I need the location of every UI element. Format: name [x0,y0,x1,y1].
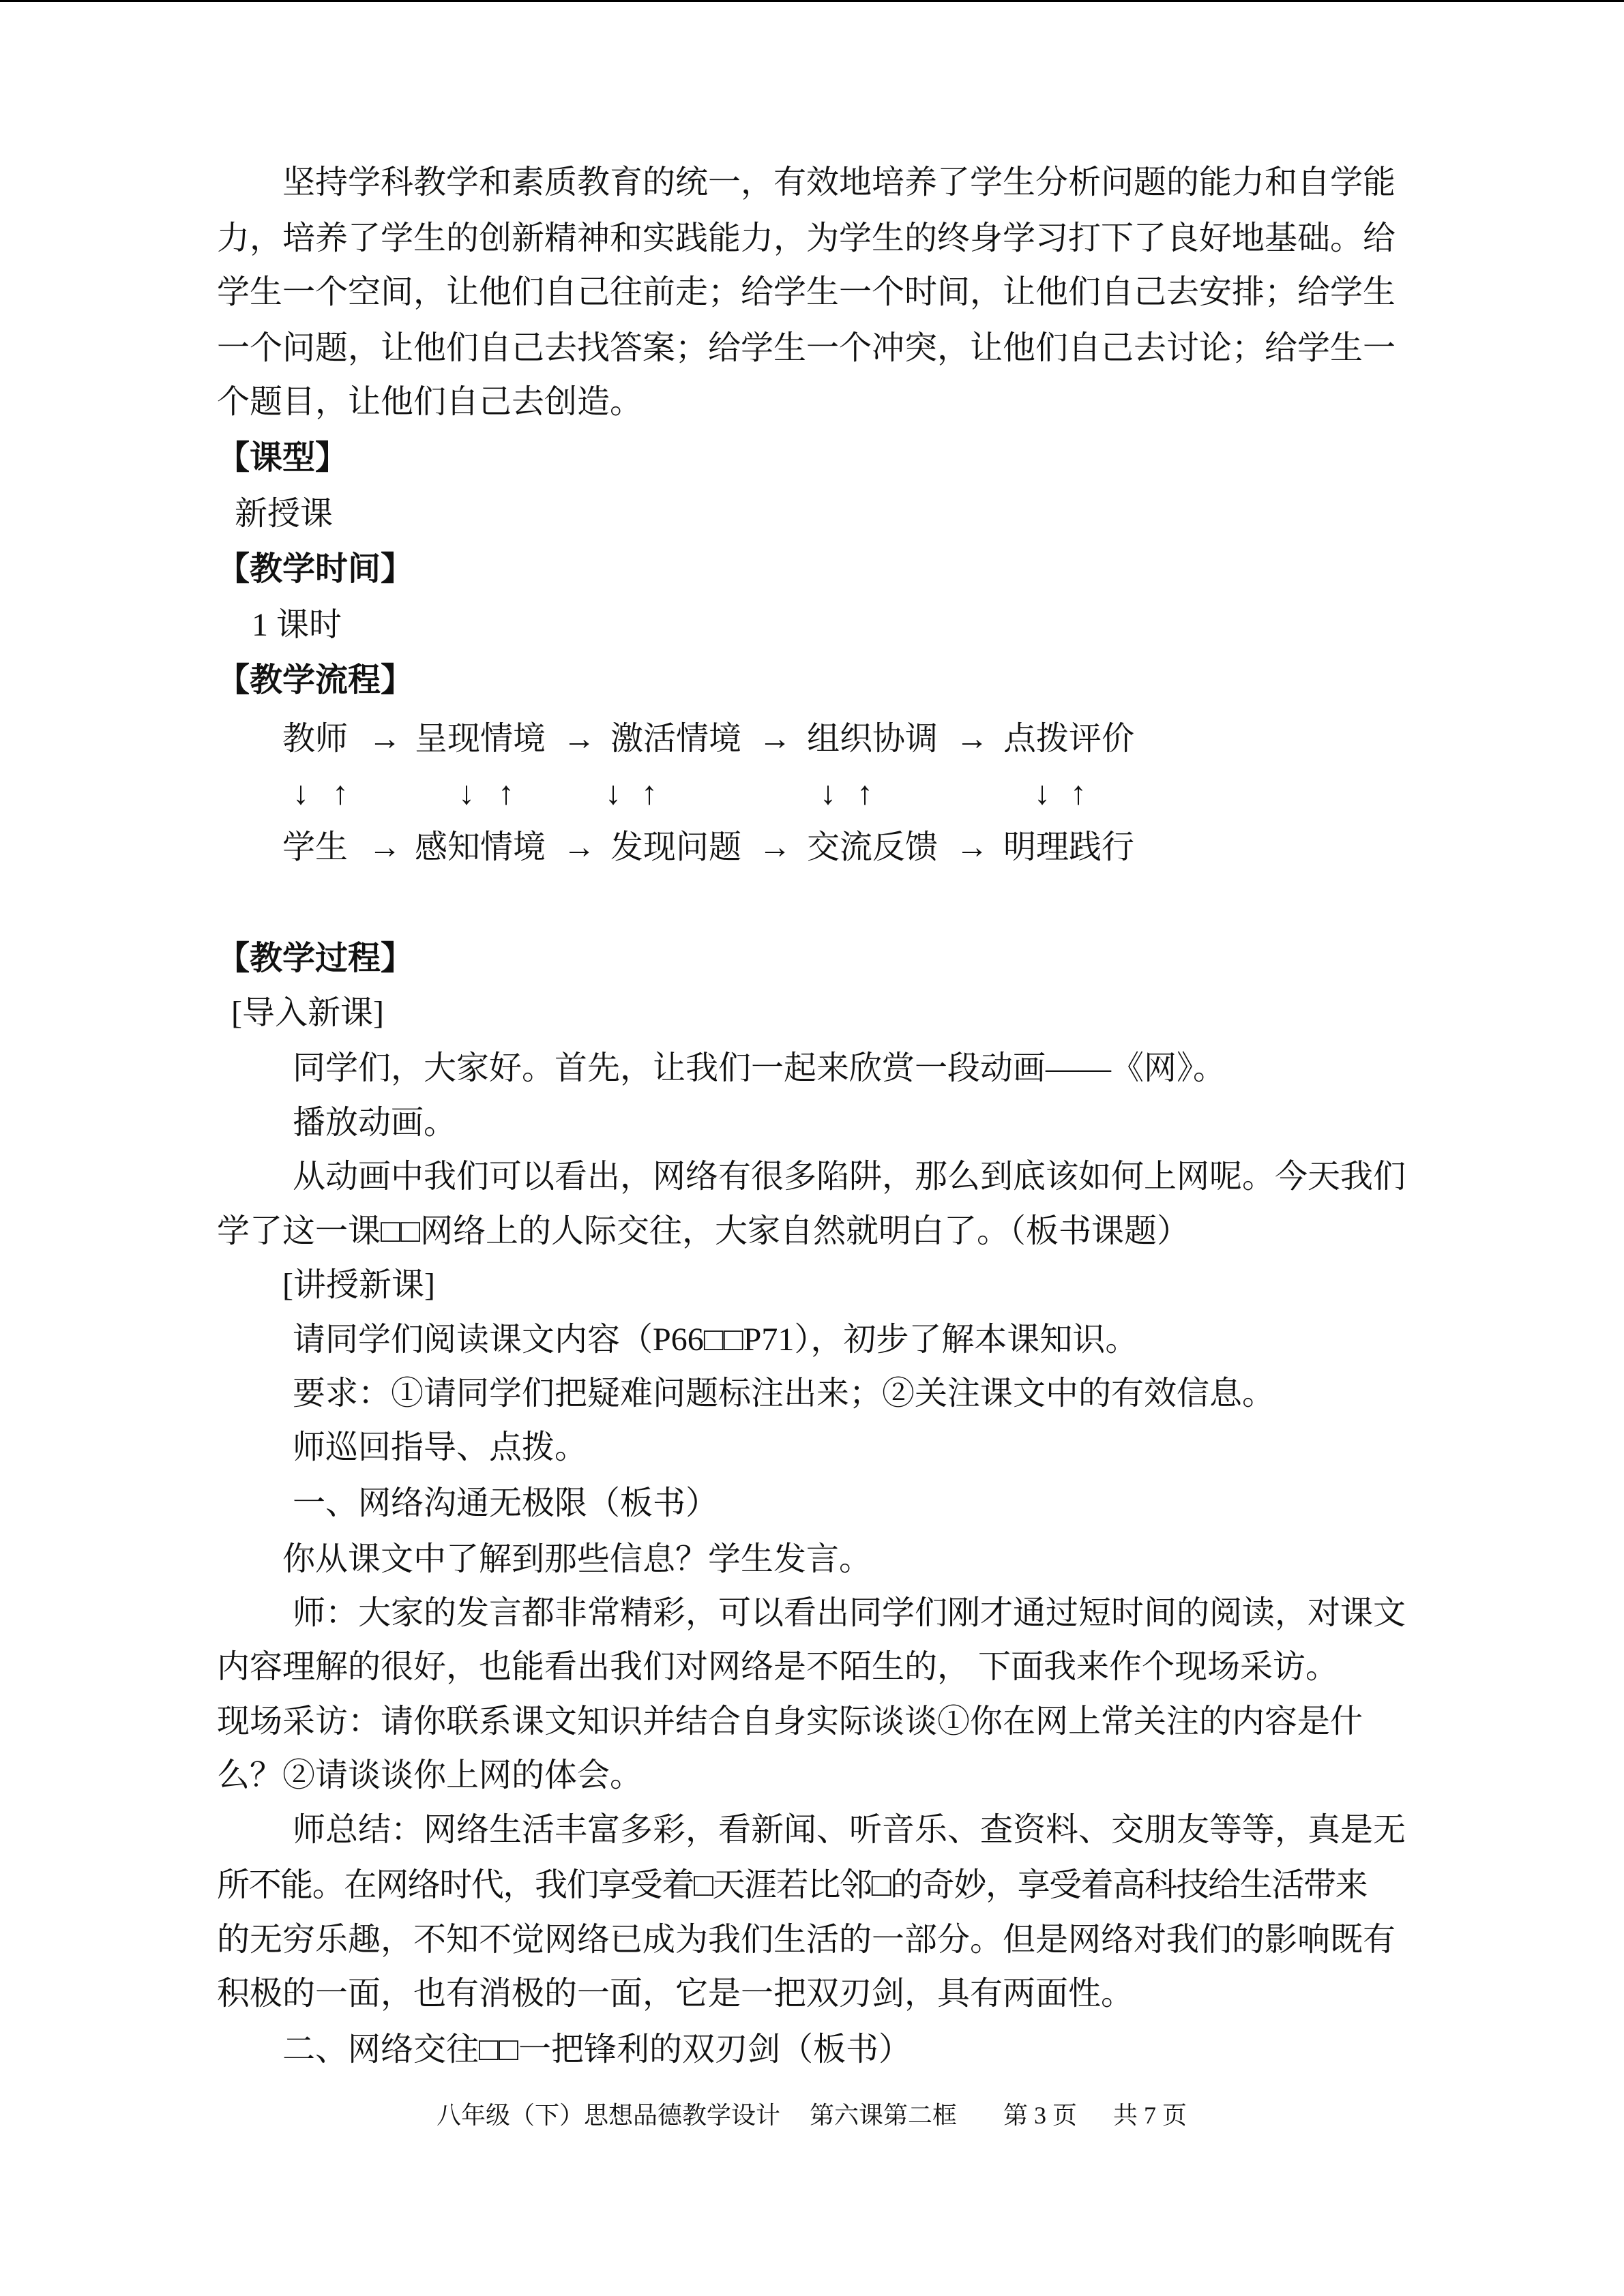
intro-line: 学生一个空间，让他们自己往前走；给学生一个时间，让他们自己去安排；给学生 [217,274,1396,310]
flow-arrow: → [563,721,595,757]
flow-up-arrow: ↑ [332,775,349,811]
intro-line: 个题目，让他们自己去创造。 [217,384,643,420]
flow-arrow: → [758,829,791,865]
process-line: 的无穷乐趣，不知不觉网络已成为我们生活的一部分。但是网络对我们的影响既有 [217,1922,1396,1958]
process-line: 师：大家的发言都非常精彩，可以看出同学们刚才通过短时间的阅读，对课文 [293,1595,1406,1631]
flow-up-arrow: ↑ [1070,775,1087,811]
flow-up-arrow: ↑ [857,775,873,811]
flow-student-step: 感知情境 [415,829,546,865]
flow-student-step: 学生 [282,829,349,865]
process-line: 内容理解的很好，也能看出我们对网络是不陌生的， 下面我来作个现场采访。 [217,1649,1339,1685]
section-label-introduce: [导入新课] [231,995,384,1031]
flow-teacher-step: 呈现情境 [415,721,546,757]
top-rule [0,0,1624,2]
flow-teacher-step: 组织协调 [807,721,939,757]
flow-up-arrow: ↑ [498,775,514,811]
flow-down-arrow: ↓ [458,775,475,811]
process-line: 学了这一课□□网络上的人际交往，大家自然就明白了。（板书课题） [217,1213,1190,1249]
process-line: 请同学们阅读课文内容（P66□□P71），初步了解本课知识。 [293,1322,1138,1358]
process-line: 从动画中我们可以看出，网络有很多陷阱，那么到底该如何上网呢。今天我们 [293,1159,1406,1195]
process-line: 要求：①请同学们把疑难问题标注出来；②关注课文中的有效信息。 [293,1375,1275,1412]
process-line: 积极的一面，也有消极的一面，它是一把双刃剑，具有两面性。 [217,1976,1134,2012]
flow-up-arrow: ↑ [641,775,658,811]
lesson-type-heading: 【课型】 [217,440,349,476]
flow-arrow: → [956,721,988,757]
flow-down-arrow: ↓ [605,775,621,811]
process-line: 师总结：网络生活丰富多彩，看新闻、听音乐、查资料、交朋友等等，真是无 [293,1812,1406,1848]
process-line: 你从课文中了解到那些信息？学生发言。 [282,1541,872,1577]
process-line: 师巡回指导、点拨。 [293,1429,588,1465]
intro-line: 力，培养了学生的创新精神和实践能力，为学生的终身学习打下了良好地基础。给 [217,220,1396,256]
intro-line: 坚持学科教学和素质教育的统一，有效地培养了学生分析问题的能力和自学能 [282,164,1396,200]
intro-line: 一个问题，让他们自己去找答案；给学生一个冲突，让他们自己去讨论；给学生一 [217,330,1396,366]
lesson-type-value: 新授课 [235,496,334,532]
footer-page-number: 第 3 页 [1003,2102,1078,2129]
flow-arrow: → [956,829,988,865]
flow-down-arrow: ↓ [1034,775,1050,811]
subheading-one: 一、网络沟通无极限（板书） [293,1485,719,1521]
process-line: 同学们，大家好。首先，让我们一起来欣赏一段动画——《网》。 [293,1050,1226,1086]
teaching-flow-heading: 【教学流程】 [217,662,414,698]
flow-down-arrow: ↓ [293,775,309,811]
flow-student-step: 发现问题 [610,829,742,865]
flow-teacher-step: 点拨评价 [1003,721,1135,757]
process-line: 播放动画。 [293,1105,457,1141]
footer-page-total: 共 7 页 [1113,2102,1187,2129]
section-label-new-lesson: [讲授新课] [282,1267,435,1303]
process-line: 么？②请谈谈你上网的体会。 [217,1757,643,1793]
process-line: 现场采访：请你联系课文知识并结合自身实际谈谈①你在网上常关注的内容是什 [217,1703,1363,1740]
flow-teacher-step: 教师 [282,721,349,757]
teaching-process-heading: 【教学过程】 [217,940,414,976]
footer-course: 八年级（下）思想品德教学设计 [437,2102,781,2129]
flow-down-arrow: ↓ [820,775,836,811]
flow-arrow: → [368,721,401,757]
flow-arrow: → [563,829,595,865]
flow-arrow: → [368,829,401,865]
footer-lesson: 第六课第二框 [810,2102,958,2129]
lesson-time-heading: 【教学时间】 [217,551,414,587]
flow-student-step: 明理践行 [1003,829,1135,865]
flow-student-step: 交流反馈 [807,829,939,865]
lesson-time-value: 1 课时 [252,607,342,643]
flow-arrow: → [758,721,791,757]
process-line: 所不能。在网络时代，我们享受着□天涯若比邻□的奇妙，享受着高科技给生活带来 [217,1867,1368,1903]
subheading-two: 二、网络交往□□一把锋利的双刃剑（板书） [282,2031,911,2068]
flow-teacher-step: 激活情境 [610,721,742,757]
